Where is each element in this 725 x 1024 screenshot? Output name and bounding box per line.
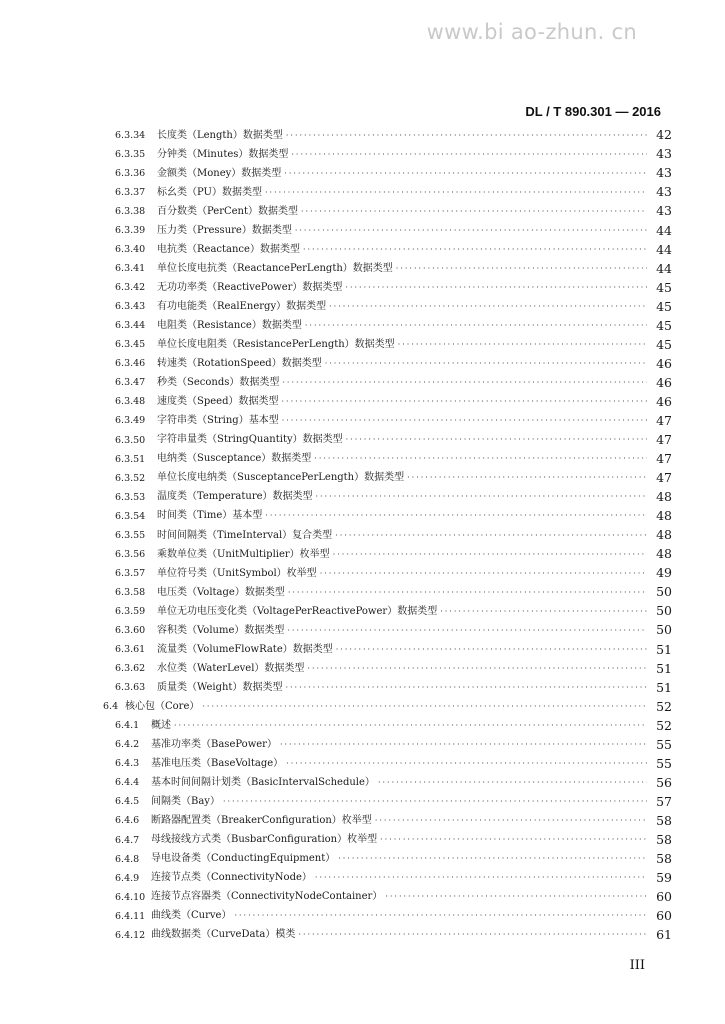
toc-entry-page: 50 <box>656 584 672 600</box>
toc-entry-title: 压力类（Pressure）数据类型 <box>157 224 292 236</box>
toc-entry[interactable] <box>0 888 725 907</box>
toc-entry-page: 56 <box>656 774 672 790</box>
toc-entry-page: 57 <box>656 793 672 809</box>
toc-entry-title: 概述 <box>151 719 171 731</box>
toc-entry-number: 6.4 <box>103 701 119 713</box>
toc-dot-leader <box>440 607 647 617</box>
toc-entry-number: 6.3.58 <box>115 586 146 598</box>
toc-entry-number: 6.3.53 <box>115 491 146 503</box>
toc-entry-page: 58 <box>656 851 672 867</box>
toc-entry-number: 6.3.46 <box>115 358 146 370</box>
toc-entry-number: 6.3.43 <box>115 301 146 313</box>
toc-entry-page: 46 <box>656 393 672 409</box>
toc-entry-number: 6.4.1 <box>115 720 140 732</box>
toc-entry-title: 字符串类（String）基本型 <box>157 415 279 427</box>
toc-entry[interactable] <box>0 831 725 850</box>
toc-entry[interactable] <box>0 374 725 393</box>
toc-entry-number: 6.4.12 <box>115 929 146 941</box>
toc-entry-page: 51 <box>656 641 672 657</box>
toc-dot-leader <box>375 816 647 826</box>
toc-entry-number: 6.3.52 <box>115 472 146 484</box>
toc-dot-leader <box>298 930 647 940</box>
toc-entry-title: 单位长度电纳类（SusceptancePerLength）数据类型 <box>157 472 405 484</box>
toc-dot-leader <box>380 835 647 845</box>
toc-entry[interactable] <box>0 850 725 869</box>
toc-entry-page: 48 <box>656 508 672 524</box>
toc-entry-page: 60 <box>656 908 672 924</box>
toc-entry[interactable] <box>0 126 725 145</box>
toc-entry-number: 6.3.57 <box>115 567 146 579</box>
toc-entry[interactable] <box>0 336 725 355</box>
toc-dot-leader <box>338 854 647 864</box>
toc-entry-number: 6.3.47 <box>115 377 146 389</box>
toc-entry[interactable] <box>0 583 725 602</box>
toc-dot-leader <box>287 626 647 636</box>
toc-dot-leader <box>223 797 647 807</box>
toc-dot-leader <box>314 454 647 464</box>
toc-entry-number: 6.3.48 <box>115 396 146 408</box>
toc-dot-leader <box>288 588 647 598</box>
toc-entry-page: 43 <box>656 146 672 162</box>
toc-entry-page: 52 <box>656 698 672 714</box>
toc-entry[interactable] <box>0 697 725 716</box>
toc-dot-leader <box>284 169 647 179</box>
toc-entry-page: 45 <box>656 317 672 333</box>
toc-entry[interactable] <box>0 164 725 183</box>
toc-entry-number: 6.4.11 <box>115 910 146 922</box>
toc-entry-number: 6.3.50 <box>115 434 146 446</box>
watermark-text: www.bi ao-zhun. cn <box>426 20 637 44</box>
toc-entry-title: 基准电压类（BaseVoltage） <box>151 758 284 770</box>
toc-dot-leader <box>303 245 647 255</box>
toc-entry-title: 导电设备类（ConductingEquipment） <box>151 853 336 865</box>
toc-entry-number: 6.3.42 <box>115 282 146 294</box>
toc-entry[interactable] <box>0 469 725 488</box>
toc-entry[interactable] <box>0 259 725 278</box>
toc-entry-number: 6.3.37 <box>115 186 146 198</box>
toc-entry-title: 时间类（Time）基本型 <box>157 510 263 522</box>
toc-entry-page: 46 <box>656 374 672 390</box>
toc-entry[interactable] <box>0 355 725 374</box>
toc-entry-page: 48 <box>656 546 672 562</box>
toc-entry-number: 6.3.34 <box>115 129 146 141</box>
toc-dot-leader <box>346 435 647 445</box>
toc-dot-leader <box>325 359 647 369</box>
toc-dot-leader <box>286 759 647 769</box>
toc-entry[interactable] <box>0 755 725 774</box>
toc-entry-page: 45 <box>656 336 672 352</box>
toc-dot-leader <box>265 511 647 521</box>
toc-entry-number: 6.4.10 <box>115 891 146 903</box>
toc-entry-number: 6.3.49 <box>115 415 146 427</box>
toc-entry[interactable] <box>0 431 725 450</box>
toc-entry-page: 47 <box>656 451 672 467</box>
toc-dot-leader <box>336 645 647 655</box>
toc-entry-number: 6.3.40 <box>115 244 146 256</box>
toc-entry-page: 50 <box>656 622 672 638</box>
toc-entry-page: 44 <box>656 222 672 238</box>
toc-entry-title: 曲线数据类（CurveData）模类 <box>151 929 296 941</box>
toc-entry-page: 43 <box>656 184 672 200</box>
toc-entry[interactable] <box>0 793 725 812</box>
toc-dot-leader <box>320 569 647 579</box>
toc-dot-leader <box>345 283 647 293</box>
toc-entry-title: 水位类（WaterLevel）数据类型 <box>157 662 305 674</box>
toc-entry-title: 单位无功电压变化类（VoltagePerReactivePower）数据类型 <box>157 605 438 617</box>
toc-entry[interactable] <box>0 564 725 583</box>
toc-entry-page: 51 <box>656 679 672 695</box>
toc-entry-page: 47 <box>656 470 672 486</box>
toc-entry-number: 6.4.5 <box>115 796 140 808</box>
toc-entry-title: 分钟类（Minutes）数据类型 <box>157 148 289 160</box>
toc-entry[interactable] <box>0 450 725 469</box>
toc-entry-page: 44 <box>656 260 672 276</box>
toc-entry[interactable] <box>0 907 725 926</box>
toc-entry-page: 59 <box>656 870 672 886</box>
toc-entry[interactable] <box>0 736 725 755</box>
toc-dot-leader <box>234 911 647 921</box>
toc-entry-page: 44 <box>656 241 672 257</box>
toc-entry[interactable] <box>0 507 725 526</box>
toc-entry-title: 间隔类（Bay） <box>151 796 220 808</box>
toc-entry-number: 6.3.35 <box>115 148 146 160</box>
toc-entry-title: 金额类（Money）数据类型 <box>157 167 282 179</box>
toc-entry-page: 46 <box>656 355 672 371</box>
toc-entry-title: 温度类（Temperature）数据类型 <box>157 491 313 503</box>
toc-entry-page: 50 <box>656 603 672 619</box>
toc-entry-title: 百分数类（PerCent）数据类型 <box>157 205 299 217</box>
toc-entry-title: 核心包（Core） <box>125 700 200 712</box>
toc-entry-number: 6.4.6 <box>115 815 140 827</box>
toc-entry-title: 断路器配置类（BreakerConfiguration）枚举型 <box>151 815 372 827</box>
toc-entry[interactable] <box>0 602 725 621</box>
toc-entry-title: 基本时间间隔计划类（BasicIntervalSchedule） <box>151 777 375 789</box>
toc-entry-page: 58 <box>656 832 672 847</box>
toc-dot-leader <box>265 188 647 198</box>
toc-entry-title: 有功电能类（RealEnergy）数据类型 <box>157 300 327 312</box>
toc-dot-leader <box>286 131 647 141</box>
toc-entry-number: 6.3.63 <box>115 682 146 694</box>
toc-entry-title: 电压类（Voltage）数据类型 <box>157 586 285 598</box>
toc-entry-page: 48 <box>656 527 672 543</box>
toc-entry[interactable] <box>0 621 725 640</box>
toc-entry[interactable] <box>0 202 725 221</box>
toc-entry[interactable] <box>0 393 725 412</box>
toc-entry-page: 42 <box>656 127 672 143</box>
toc-entry-page: 49 <box>656 565 672 581</box>
document-number: DL / T 890.301 — 2016 <box>525 104 661 119</box>
toc-entry-title: 连接节点类（ConnectivityNode） <box>151 872 312 884</box>
toc-entry[interactable] <box>0 240 725 259</box>
toc-entry-title: 单位长度电抗类（ReactancePerLength）数据类型 <box>157 262 393 274</box>
toc-entry-number: 6.3.59 <box>115 605 146 617</box>
toc-dot-leader <box>378 778 647 788</box>
toc-entry[interactable] <box>0 812 725 831</box>
toc-entry-page: 51 <box>656 660 672 676</box>
toc-dot-leader <box>280 740 647 750</box>
toc-entry-page: 48 <box>656 489 672 505</box>
toc-dot-leader <box>385 892 647 902</box>
toc-entry-page: 45 <box>656 298 672 314</box>
toc-dot-leader <box>315 873 647 883</box>
toc-entry-number: 6.4.3 <box>115 758 140 770</box>
toc-dot-leader <box>301 207 647 217</box>
toc-entry-number: 6.3.38 <box>115 205 146 217</box>
toc-entry-number: 6.3.55 <box>115 529 146 541</box>
toc-entry[interactable] <box>0 183 725 202</box>
toc-entry-number: 6.3.60 <box>115 624 146 636</box>
toc-entry-title: 曲线类（Curve） <box>151 910 232 922</box>
toc-entry-number: 6.3.44 <box>115 320 146 332</box>
toc-entry-title: 单位符号类（UnitSymbol）枚举型 <box>157 567 317 579</box>
toc-entry-title: 速度类（Speed）数据类型 <box>157 396 279 408</box>
toc-dot-leader <box>396 264 647 274</box>
toc-entry-title: 电阻类（Resistance）数据类型 <box>157 319 302 331</box>
toc-entry-title: 乘数单位类（UnitMultiplier）枚举型 <box>157 548 330 560</box>
toc-dot-leader <box>282 416 647 426</box>
toc-entry-title: 时间间隔类（TimeInterval）复合类型 <box>157 529 333 541</box>
toc-entry-page: 55 <box>656 755 672 771</box>
toc-entry-title: 标幺类（PU）数据类型 <box>157 186 262 198</box>
toc-entry[interactable] <box>0 926 725 945</box>
toc-entry-page: 45 <box>656 279 672 295</box>
toc-entry[interactable] <box>0 221 725 240</box>
toc-entry-title: 母线接线方式类（BusbarConfiguration）枚举型 <box>151 834 378 846</box>
page-number: III <box>629 958 645 973</box>
toc-dot-leader <box>329 302 647 312</box>
toc-dot-leader <box>316 492 647 502</box>
toc-entry[interactable] <box>0 678 725 697</box>
toc-entry[interactable] <box>0 659 725 678</box>
toc-entry[interactable] <box>0 278 725 297</box>
toc-entry-title: 秒类（Seconds）数据类型 <box>157 377 280 389</box>
toc-entry-title: 电抗类（Reactance）数据类型 <box>157 243 300 255</box>
toc-entry-page: 47 <box>656 432 672 448</box>
toc-entry-number: 6.4.8 <box>115 853 140 865</box>
toc-entry[interactable] <box>0 545 725 564</box>
toc-entry-number: 6.4.9 <box>115 872 140 884</box>
toc-entry-page: 61 <box>656 927 672 943</box>
toc-dot-leader <box>398 340 647 350</box>
toc-entry-title: 容积类（Volume）数据类型 <box>157 624 285 636</box>
table-of-contents <box>0 126 725 945</box>
toc-dot-leader <box>202 702 647 712</box>
toc-entry-page: 52 <box>656 717 672 733</box>
toc-entry-title: 电纳类（Susceptance）数据类型 <box>157 453 312 465</box>
toc-dot-leader <box>305 321 647 331</box>
toc-entry-page: 43 <box>656 203 672 219</box>
toc-entry[interactable] <box>0 640 725 659</box>
toc-entry-number: 6.3.39 <box>115 225 146 236</box>
toc-entry-title: 流量类（VolumeFlowRate）数据类型 <box>157 643 333 655</box>
toc-entry-page: 58 <box>656 812 672 828</box>
toc-entry[interactable] <box>0 488 725 507</box>
toc-entry-number: 6.3.41 <box>115 263 146 275</box>
toc-entry-title: 基准功率类（BasePower） <box>151 739 277 751</box>
toc-entry-title: 字符串量类（StringQuantity）数据类型 <box>157 434 343 446</box>
toc-entry[interactable] <box>0 316 725 335</box>
toc-entry-number: 6.3.51 <box>115 453 146 465</box>
toc-entry-title: 无功功率类（ReactivePower）数据类型 <box>157 281 343 293</box>
toc-dot-leader <box>291 150 647 160</box>
toc-dot-leader <box>407 473 647 483</box>
toc-entry[interactable] <box>0 869 725 888</box>
toc-dot-leader <box>295 226 647 236</box>
toc-dot-leader <box>174 721 647 731</box>
toc-entry[interactable] <box>0 526 725 545</box>
toc-dot-leader <box>335 531 647 541</box>
toc-entry-page: 55 <box>656 736 672 752</box>
toc-entry-number: 6.3.36 <box>115 167 146 179</box>
toc-entry[interactable] <box>0 145 725 164</box>
toc-dot-leader <box>282 397 648 407</box>
toc-entry-number: 6.3.62 <box>115 663 146 675</box>
toc-entry-number: 6.3.54 <box>115 510 146 522</box>
toc-entry-number: 6.3.45 <box>115 339 146 351</box>
toc-entry-title: 单位长度电阻类（ResistancePerLength）数据类型 <box>157 339 395 351</box>
toc-entry[interactable] <box>0 716 725 735</box>
toc-entry-title: 长度类（Length）数据类型 <box>157 129 283 141</box>
toc-dot-leader <box>333 550 647 560</box>
toc-entry[interactable] <box>0 412 725 431</box>
toc-dot-leader <box>285 683 647 693</box>
toc-entry-title: 转速类（RotationSpeed）数据类型 <box>157 358 322 370</box>
toc-entry-number: 6.4.7 <box>115 834 140 846</box>
toc-entry-title: 连接节点容器类（ConnectivityNodeContainer） <box>151 891 383 903</box>
toc-entry[interactable] <box>0 297 725 316</box>
toc-entry-number: 6.4.4 <box>115 777 140 789</box>
toc-entry-page: 60 <box>656 889 672 905</box>
toc-entry-page: 47 <box>656 412 672 428</box>
toc-entry[interactable] <box>0 774 725 793</box>
toc-dot-leader <box>307 664 647 674</box>
toc-dot-leader <box>282 378 647 388</box>
toc-entry-title: 质量类（Weight）数据类型 <box>157 681 283 693</box>
toc-entry-number: 6.3.56 <box>115 548 146 560</box>
toc-entry-number: 6.4.2 <box>115 739 140 751</box>
toc-entry-page: 43 <box>656 165 672 181</box>
toc-entry-number: 6.3.61 <box>115 644 146 656</box>
